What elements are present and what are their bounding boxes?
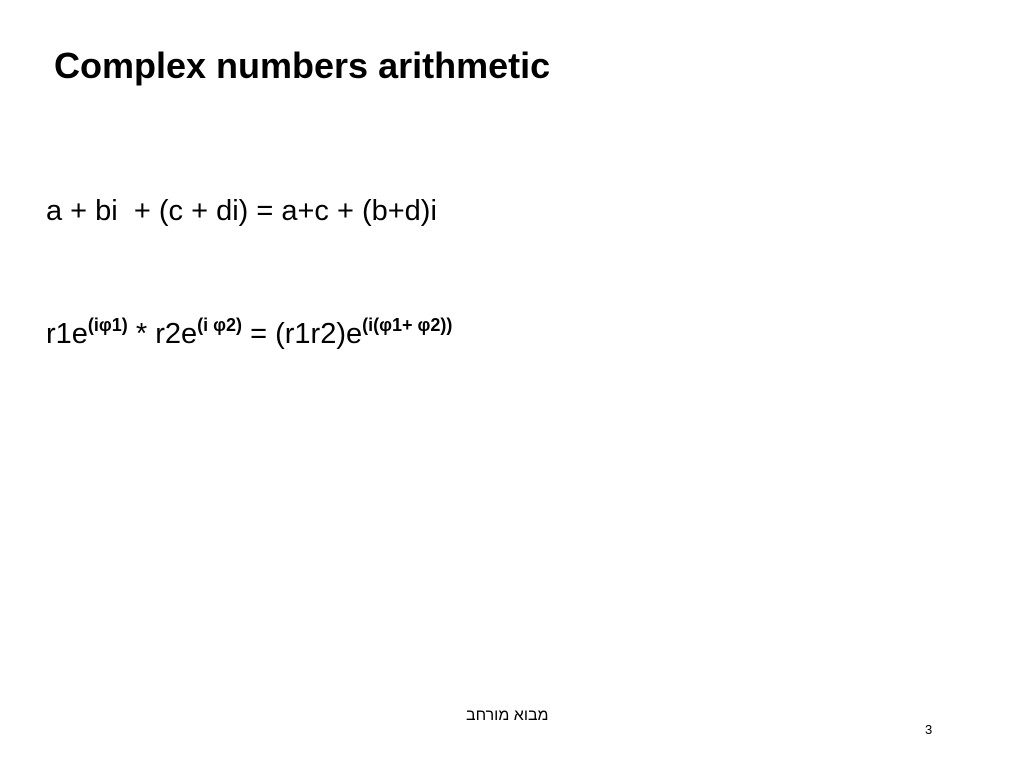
addition-equation: a + bi + (c + di) = a+c + (b+d)i bbox=[46, 195, 437, 227]
result-base: (r1r2)e bbox=[275, 318, 363, 350]
term2-exponent: (i φ2) bbox=[197, 315, 243, 335]
page-number: 3 bbox=[925, 722, 933, 737]
equals-sign: = bbox=[242, 318, 276, 350]
footer-text: מבוא מורחב bbox=[466, 707, 549, 724]
multiply-operator: * bbox=[127, 318, 156, 350]
term1-base: r1e bbox=[46, 318, 88, 350]
multiplication-equation bbox=[46, 314, 452, 354]
term1-exponent: (iφ1) bbox=[87, 315, 128, 335]
slide-title: Complex numbers arithmetic bbox=[54, 45, 551, 86]
result-exponent: (i(φ1+ φ2)) bbox=[362, 315, 453, 335]
term2-base: r2e bbox=[155, 318, 198, 350]
